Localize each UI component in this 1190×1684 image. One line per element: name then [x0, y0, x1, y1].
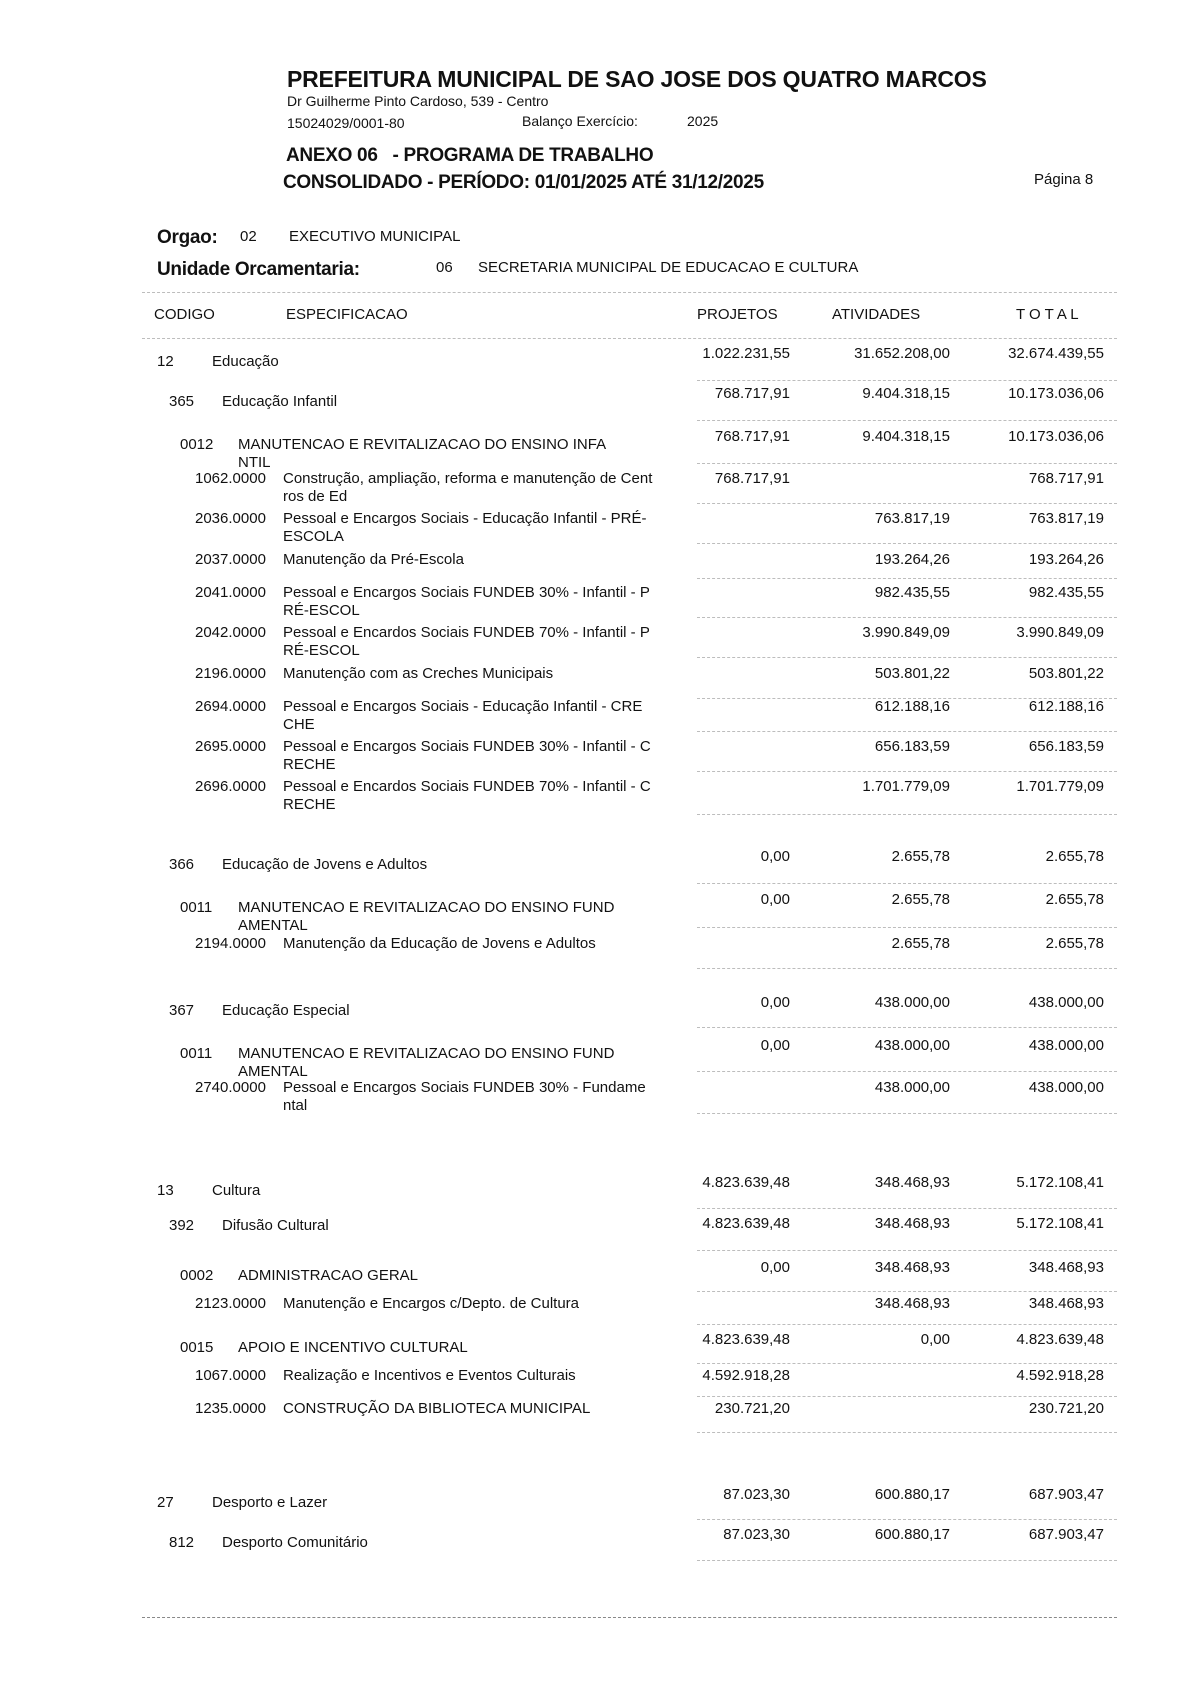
- row-desc: Educação de Jovens e Adultos: [222, 856, 428, 873]
- row-desc: [283, 624, 683, 660]
- projetos-value: 0,00: [760, 848, 790, 865]
- row-separator: [697, 420, 1117, 421]
- atividades-value: 2.655,78: [891, 891, 950, 908]
- row-desc: [283, 1079, 683, 1115]
- projetos-value: 4.823.639,48: [702, 1215, 790, 1232]
- row-desc-line1: Realização e Incentivos e Eventos Culturais: [283, 1367, 576, 1384]
- row-separator: [697, 1208, 1117, 1209]
- row-code: 392: [169, 1217, 195, 1234]
- row-separator: [697, 814, 1117, 815]
- row-code: 1067.0000: [195, 1367, 266, 1384]
- atividades-value: 2.655,78: [891, 935, 950, 952]
- total-value: 687.903,47: [1028, 1486, 1104, 1503]
- total-value: 5.172.108,41: [1016, 1215, 1104, 1232]
- projetos-value: 768.717,91: [714, 385, 790, 402]
- row-desc: [283, 1367, 683, 1385]
- projetos-value: 0,00: [760, 1037, 790, 1054]
- row-desc-line2: RÉ-ESCOL: [283, 602, 360, 619]
- total-value: 348.468,93: [1028, 1295, 1104, 1312]
- total-value: 438.000,00: [1028, 994, 1104, 1011]
- total-value: 982.435,55: [1028, 584, 1104, 601]
- atividades-value: 348.468,93: [874, 1174, 950, 1191]
- row-desc-line2: RECHE: [283, 796, 336, 813]
- row-desc: [283, 584, 683, 620]
- row-separator: [697, 617, 1117, 618]
- projetos-value: 4.592.918,28: [702, 1367, 790, 1384]
- row-desc: [283, 665, 683, 683]
- row-separator: [697, 883, 1117, 884]
- cnpj: 15024029/0001-80: [287, 115, 405, 131]
- address: Dr Guilherme Pinto Cardoso, 539 - Centro: [287, 93, 549, 109]
- row-separator: [697, 1396, 1117, 1397]
- projetos-value: 87.023,30: [723, 1526, 790, 1543]
- row-desc: [283, 1400, 683, 1418]
- total-value: 10.173.036,06: [1008, 428, 1104, 445]
- total-value: 2.655,78: [1045, 891, 1104, 908]
- total-value: 656.183,59: [1028, 738, 1104, 755]
- row-code: 2123.0000: [195, 1295, 266, 1312]
- projetos-value: 1.022.231,55: [702, 345, 790, 362]
- row-separator: [697, 968, 1117, 969]
- row-desc: [283, 935, 683, 953]
- total-value: 503.801,22: [1028, 665, 1104, 682]
- row-desc: [283, 778, 683, 814]
- row-separator: [697, 657, 1117, 658]
- row-desc-cont: AMENTAL: [238, 1063, 308, 1080]
- row-code: 0002: [180, 1267, 214, 1284]
- balanco-label: Balanço Exercício:: [522, 113, 638, 129]
- total-value: 2.655,78: [1045, 935, 1104, 952]
- atividades-value: 656.183,59: [874, 738, 950, 755]
- row-code: 367: [169, 1002, 195, 1019]
- col-projetos: PROJETOS: [697, 306, 778, 323]
- projetos-value: 87.023,30: [723, 1486, 790, 1503]
- row-desc: [283, 510, 683, 546]
- atividades-value: 1.701.779,09: [862, 778, 950, 795]
- row-desc-line1: Manutenção com as Creches Municipais: [283, 665, 554, 682]
- row-desc: Desporto e Lazer: [212, 1494, 328, 1511]
- atividades-value: 3.990.849,09: [862, 624, 950, 641]
- row-desc-line1: CONSTRUÇÃO DA BIBLIOTECA MUNICIPAL: [283, 1400, 591, 1417]
- col-total: T O T A L: [1016, 306, 1079, 323]
- row-code: 0011: [180, 1045, 213, 1062]
- projetos-value: 0,00: [760, 1259, 790, 1276]
- orgao-label: Orgao:: [157, 227, 218, 248]
- projetos-value: 4.823.639,48: [702, 1174, 790, 1191]
- total-value: 230.721,20: [1028, 1400, 1104, 1417]
- row-desc: Desporto Comunitário: [222, 1534, 368, 1551]
- footer-divider: [142, 1617, 1117, 1618]
- row-separator: [697, 578, 1117, 579]
- row-code: 2041.0000: [195, 584, 266, 601]
- col-codigo: CODIGO: [154, 306, 215, 323]
- projetos-value: 4.823.639,48: [702, 1331, 790, 1348]
- row-code: 27: [157, 1494, 174, 1511]
- row-desc-line2: ntal: [283, 1097, 308, 1114]
- row-separator: [697, 1432, 1117, 1433]
- row-desc-cont: NTIL: [238, 454, 271, 471]
- row-desc-line2: RÉ-ESCOL: [283, 642, 360, 659]
- total-value: 763.817,19: [1028, 510, 1104, 527]
- col-especificacao: ESPECIFICACAO: [286, 306, 408, 323]
- row-desc: Difusão Cultural: [222, 1217, 329, 1234]
- anexo-title: ANEXO 06 - PROGRAMA DE TRABALHO: [286, 145, 654, 166]
- atividades-value: 348.468,93: [874, 1259, 950, 1276]
- row-code: 0012: [180, 436, 214, 453]
- atividades-value: 31.652.208,00: [854, 345, 950, 362]
- row-desc: [283, 470, 683, 506]
- total-value: 32.674.439,55: [1008, 345, 1104, 362]
- atividades-value: 600.880,17: [874, 1486, 950, 1503]
- row-code: 0015: [180, 1339, 214, 1356]
- total-value: 768.717,91: [1028, 470, 1104, 487]
- row-code: 2194.0000: [195, 935, 266, 952]
- projetos-value: 230.721,20: [714, 1400, 790, 1417]
- total-value: 687.903,47: [1028, 1526, 1104, 1543]
- row-code: 13: [157, 1182, 174, 1199]
- page-number: Página 8: [1034, 171, 1094, 188]
- total-value: 612.188,16: [1028, 698, 1104, 715]
- projetos-value: 768.717,91: [714, 428, 790, 445]
- row-code: 1062.0000: [195, 470, 266, 487]
- row-desc: Educação Especial: [222, 1002, 350, 1019]
- row-separator: [697, 1363, 1117, 1364]
- row-separator: [697, 1027, 1117, 1028]
- row-separator: [697, 380, 1117, 381]
- total-value: 10.173.036,06: [1008, 385, 1104, 402]
- row-code: 2696.0000: [195, 778, 266, 795]
- row-desc-line2: CHE: [283, 716, 315, 733]
- row-separator: [697, 927, 1117, 928]
- balanco-year: 2025: [687, 113, 719, 129]
- row-desc-line2: ESCOLA: [283, 528, 344, 545]
- row-desc-cont: AMENTAL: [238, 917, 308, 934]
- row-desc: Educação: [212, 353, 279, 370]
- periodo: CONSOLIDADO - PERÍODO: 01/01/2025 ATÉ 31/12/2025: [283, 172, 764, 193]
- unidade-code: 06: [436, 259, 453, 276]
- row-desc: APOIO E INCENTIVO CULTURAL: [238, 1339, 468, 1356]
- orgao-code: 02: [240, 228, 257, 245]
- atividades-value: 348.468,93: [874, 1295, 950, 1312]
- unidade-name: SECRETARIA MUNICIPAL DE EDUCACAO E CULTURA: [478, 259, 859, 276]
- row-desc: [283, 698, 683, 734]
- atividades-value: 9.404.318,15: [862, 428, 950, 445]
- total-value: 1.701.779,09: [1016, 778, 1104, 795]
- row-desc: [283, 738, 683, 774]
- atividades-value: 600.880,17: [874, 1526, 950, 1543]
- report-title: PREFEITURA MUNICIPAL DE SAO JOSE DOS QUATRO MARCOS: [287, 66, 987, 92]
- divider: [142, 292, 1117, 293]
- projetos-value: 768.717,91: [714, 470, 790, 487]
- row-separator: [697, 543, 1117, 544]
- row-code: 1235.0000: [195, 1400, 266, 1417]
- row-separator: [697, 1071, 1117, 1072]
- projetos-value: 0,00: [760, 891, 790, 908]
- total-value: 5.172.108,41: [1016, 1174, 1104, 1191]
- row-desc: ADMINISTRACAO GERAL: [238, 1267, 419, 1284]
- row-separator: [697, 1250, 1117, 1251]
- atividades-value: 193.264,26: [874, 551, 950, 568]
- atividades-value: 438.000,00: [874, 1037, 950, 1054]
- row-desc: MANUTENCAO E REVITALIZACAO DO ENSINO INFA: [238, 436, 607, 453]
- row-code: 365: [169, 393, 195, 410]
- row-separator: [697, 1560, 1117, 1561]
- row-desc-line1: Construção, ampliação, reforma e manutenção de Cent: [283, 470, 653, 487]
- row-separator: [697, 1291, 1117, 1292]
- col-atividades: ATIVIDADES: [832, 306, 921, 323]
- orgao-name: EXECUTIVO MUNICIPAL: [289, 228, 461, 245]
- row-code: 2196.0000: [195, 665, 266, 682]
- row-code: 2740.0000: [195, 1079, 266, 1096]
- row-code: 2037.0000: [195, 551, 266, 568]
- row-code: 0011: [180, 899, 213, 916]
- row-separator: [697, 731, 1117, 732]
- total-value: 4.823.639,48: [1016, 1331, 1104, 1348]
- row-code: 366: [169, 856, 195, 873]
- row-desc: MANUTENCAO E REVITALIZACAO DO ENSINO FUND: [238, 1045, 615, 1062]
- row-desc-line1: Manutenção da Pré-Escola: [283, 551, 464, 568]
- row-code: 2694.0000: [195, 698, 266, 715]
- total-value: 193.264,26: [1028, 551, 1104, 568]
- atividades-value: 348.468,93: [874, 1215, 950, 1232]
- total-value: 2.655,78: [1045, 848, 1104, 865]
- row-desc-line1: Pessoal e Encargos Sociais FUNDEB 30% - Infantil - P: [283, 584, 650, 601]
- atividades-value: 0,00: [920, 1331, 950, 1348]
- row-separator: [697, 698, 1117, 699]
- row-separator: [697, 463, 1117, 464]
- total-value: 438.000,00: [1028, 1037, 1104, 1054]
- row-desc-line1: Pessoal e Encargos Sociais FUNDEB 30% - Fundame: [283, 1079, 646, 1096]
- divider: [142, 338, 1117, 339]
- atividades-value: 982.435,55: [874, 584, 950, 601]
- row-desc-line1: Pessoal e Encardos Sociais FUNDEB 70% - Infantil - C: [283, 778, 651, 795]
- row-code: 12: [157, 353, 174, 370]
- row-desc-line1: Pessoal e Encardos Sociais FUNDEB 70% - Infantil - P: [283, 624, 650, 641]
- row-desc: [283, 551, 683, 569]
- row-desc: MANUTENCAO E REVITALIZACAO DO ENSINO FUND: [238, 899, 615, 916]
- atividades-value: 763.817,19: [874, 510, 950, 527]
- row-desc-line1: Pessoal e Encargos Sociais FUNDEB 30% - Infantil - C: [283, 738, 651, 755]
- row-code: 812: [169, 1534, 195, 1551]
- row-desc-line2: ros de Ed: [283, 488, 348, 505]
- row-code: 2695.0000: [195, 738, 266, 755]
- row-desc: Cultura: [212, 1182, 261, 1199]
- atividades-value: 438.000,00: [874, 1079, 950, 1096]
- row-desc: [283, 1295, 683, 1313]
- row-desc-line1: Manutenção da Educação de Jovens e Adultos: [283, 935, 596, 952]
- row-separator: [697, 1324, 1117, 1325]
- row-separator: [697, 1113, 1117, 1114]
- atividades-value: 9.404.318,15: [862, 385, 950, 402]
- row-desc-line1: Pessoal e Encargos Sociais - Educação Infantil - CRE: [283, 698, 643, 715]
- row-desc-line1: Manutenção e Encargos c/Depto. de Cultura: [283, 1295, 580, 1312]
- row-separator: [697, 771, 1117, 772]
- row-code: 2036.0000: [195, 510, 266, 527]
- total-value: 438.000,00: [1028, 1079, 1104, 1096]
- atividades-value: 2.655,78: [891, 848, 950, 865]
- row-desc: Educação Infantil: [222, 393, 338, 410]
- unidade-label: Unidade Orcamentaria:: [157, 259, 360, 280]
- atividades-value: 612.188,16: [874, 698, 950, 715]
- total-value: 4.592.918,28: [1016, 1367, 1104, 1384]
- projetos-value: 0,00: [760, 994, 790, 1011]
- total-value: 348.468,93: [1028, 1259, 1104, 1276]
- row-separator: [697, 1519, 1117, 1520]
- atividades-value: 503.801,22: [874, 665, 950, 682]
- row-code: 2042.0000: [195, 624, 266, 641]
- row-desc-line2: RECHE: [283, 756, 336, 773]
- atividades-value: 438.000,00: [874, 994, 950, 1011]
- row-desc-line1: Pessoal e Encargos Sociais - Educação Infantil - PRÉ-: [283, 510, 647, 527]
- total-value: 3.990.849,09: [1016, 624, 1104, 641]
- row-separator: [697, 503, 1117, 504]
